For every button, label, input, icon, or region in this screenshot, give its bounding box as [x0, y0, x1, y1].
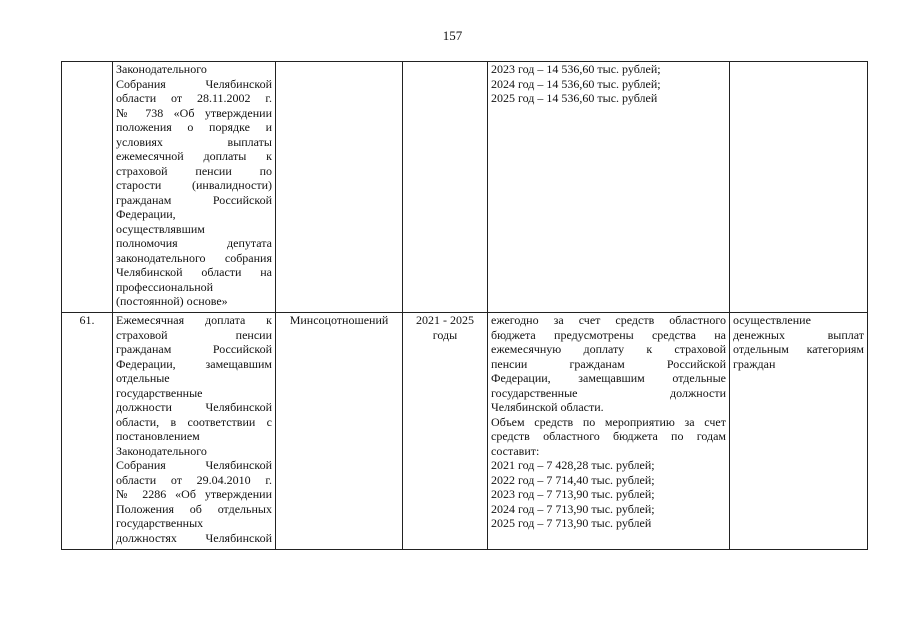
text-line: государственные должности — [491, 385, 726, 400]
text-line: 2025 год – 14 536,60 тыс. рублей — [491, 91, 658, 105]
text-line: 2021 год – 7 428,28 тыс. рублей; — [491, 458, 655, 472]
text-line: Законодательного — [116, 443, 207, 458]
page-number: 157 — [442, 28, 463, 43]
text-line: 2024 год – 14 536,60 тыс. рублей; — [491, 76, 661, 91]
text-line: Собрания Челябинской — [116, 76, 272, 91]
measure-name — [113, 313, 276, 550]
text-line: старости (инвалидности) — [116, 178, 272, 192]
text-line: Законодательного — [116, 62, 207, 76]
text-line: пенсии гражданам Российской — [491, 356, 726, 371]
text-line: постановлением — [116, 429, 200, 443]
measures-table — [61, 61, 868, 550]
text-line: 2022 год – 7 714,40 тыс. рублей; — [491, 472, 655, 487]
text-line: должности Челябинской — [116, 400, 272, 414]
text-line: граждан — [733, 356, 776, 371]
text-line: осуществлявшим — [116, 221, 205, 236]
text-line: гражданам Российской — [116, 192, 272, 207]
period — [403, 313, 488, 550]
expected-result — [730, 62, 868, 313]
text-line: средств областного бюджета по годам — [491, 429, 726, 443]
text-line: Положения об отдельных — [116, 501, 272, 516]
row-number — [62, 62, 113, 313]
text-line: 2025 год – 7 713,90 тыс. рублей — [491, 516, 652, 530]
text-line: составит: — [491, 443, 540, 458]
text-line: гражданам Российской — [116, 342, 272, 356]
text-line: ежегодно за счет средств областного — [491, 313, 726, 327]
executor — [276, 62, 403, 313]
text-line: (постоянной) основе» — [116, 294, 228, 308]
text-line: положения о порядке и — [116, 120, 272, 134]
text-line: денежных выплат — [733, 327, 864, 342]
text-line: 2023 год – 14 536,60 тыс. рублей; — [491, 62, 661, 76]
text-line: условиях выплаты — [116, 134, 272, 149]
measure-name — [113, 62, 276, 313]
text-line: ежемесячной доплаты к — [116, 149, 272, 163]
text-line: Челябинской области. — [491, 400, 604, 414]
text-line: бюджета предусмотрены средства на — [491, 327, 726, 342]
executor: Минсоцотношений — [276, 313, 403, 550]
period — [403, 62, 488, 313]
row-number: 61. — [62, 313, 113, 550]
text-line: осуществление — [733, 313, 811, 327]
text-line: Федерации, замещавшим отдельные — [491, 371, 726, 385]
text-line: Федерации, — [116, 207, 176, 221]
text-line: государственные — [116, 385, 203, 400]
text-line: № 2286 «Об утверждении — [116, 487, 272, 501]
text-line: области, в соответствии с — [116, 414, 272, 429]
text-line: области от 28.11.2002 г. — [116, 91, 272, 105]
text-line: Федерации, замещавшим — [116, 356, 272, 371]
text-line: Ежемесячная доплата к — [116, 313, 272, 327]
text-line: должностях Челябинской — [116, 530, 272, 545]
text-line: профессиональной — [116, 279, 214, 294]
table-row — [62, 62, 868, 313]
measure-content — [488, 313, 730, 550]
measure-content — [488, 62, 730, 313]
text-line: Объем средств по мероприятию за счет — [491, 414, 726, 429]
text-line: 2024 год – 7 713,90 тыс. рублей; — [491, 501, 655, 516]
text-line: законодательного собрания — [116, 250, 272, 265]
text-line: ежемесячную доплату к страховой — [491, 342, 726, 356]
text-line: 2021 - 2025 — [416, 313, 474, 327]
text-line: годы — [432, 327, 458, 342]
text-line: 2023 год – 7 713,90 тыс. рублей; — [491, 487, 655, 501]
text-line: государственных — [116, 516, 204, 530]
expected-result — [730, 313, 868, 550]
table-row — [62, 313, 868, 550]
text-line: Челябинской области на — [116, 265, 272, 279]
text-line: страховой пенсии по — [116, 163, 272, 178]
text-line: отдельным категориям — [733, 342, 864, 356]
text-line: Собрания Челябинской — [116, 458, 272, 472]
text-line: полномочия депутата — [116, 236, 272, 250]
text-line: области от 29.04.2010 г. — [116, 472, 272, 487]
text-line: страховой пенсии — [116, 327, 272, 342]
text-line: отдельные — [116, 371, 170, 385]
text-line: № 738 «Об утверждении — [116, 105, 272, 120]
